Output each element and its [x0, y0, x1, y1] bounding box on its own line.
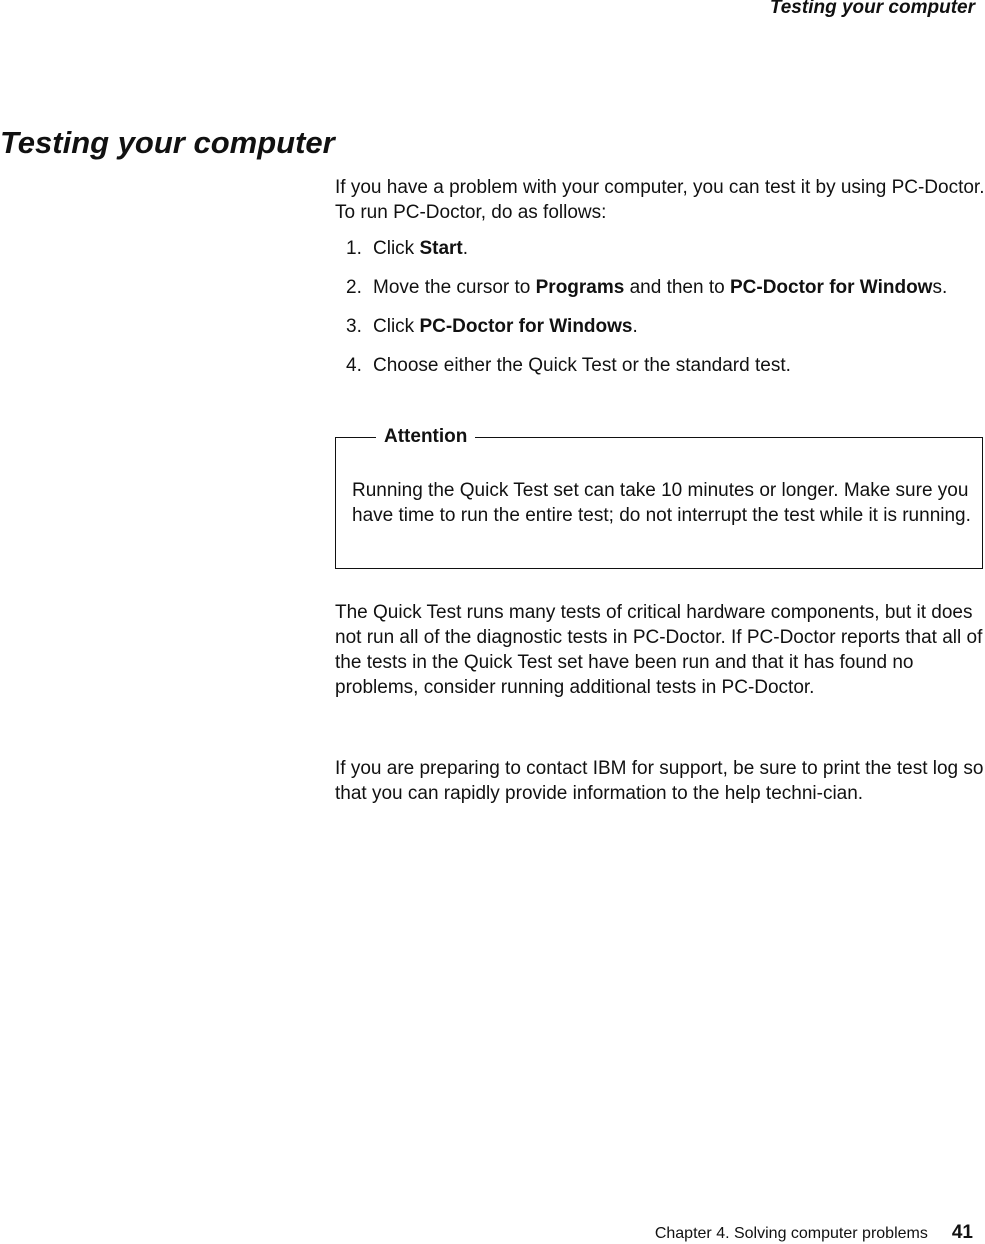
step-text: . [632, 316, 638, 337]
list-item [335, 353, 975, 378]
quick-test-paragraph: The Quick Test runs many tests of critical hardware components, but it does not run all of the diagnostic tests in PC-Doctor. If PC-Doctor reports that all of the tests in the Quick Test set have been run and that it has found no problems, consider running additional tests in PC-Doctor. [335, 602, 983, 698]
running-head: Testing your computer [769, 0, 975, 18]
step-bold-term: Programs [535, 277, 625, 298]
intro-paragraph: If you have a problem with your computer, you can test it by using PC-Doctor. To run PC-Doctor, do as follows: [335, 177, 985, 223]
support-paragraph: If you are preparing to contact IBM for support, be sure to print the test log so that you can rapidly provide information to the help techni-cian. [335, 758, 984, 804]
step-bold-term: PC-Doctor for Windows [419, 316, 633, 337]
list-item [335, 314, 975, 339]
page-footer [655, 1222, 973, 1244]
page-number: 41 [951, 1222, 973, 1243]
step-text: . [462, 238, 469, 259]
step-number: 2. [346, 277, 362, 298]
attention-label: Attention [376, 426, 475, 448]
step-text: Move the cursor to [373, 277, 536, 298]
attention-box [335, 426, 983, 569]
step-text: Click [373, 238, 420, 259]
step-text: s. [932, 277, 948, 298]
step-bold-term: PC-Doctor for Window [729, 277, 933, 298]
step-text: and then to [624, 277, 730, 298]
steps-list [335, 236, 975, 392]
step-number: 1. [346, 238, 362, 259]
step-bold-term: Start [419, 238, 463, 259]
list-item [335, 275, 975, 300]
step-text: Choose either the Quick Test or the standard test. [373, 355, 791, 376]
section-title: Testing your computer [0, 125, 335, 160]
list-item [335, 236, 975, 261]
step-number: 3. [346, 316, 362, 337]
step-text: Click [373, 316, 420, 337]
attention-text: Running the Quick Test set can take 10 minutes or longer. Make sure you have time to run the entire test; do not interrupt the test while it is running. [352, 480, 971, 526]
step-number: 4. [346, 355, 362, 376]
footer-chapter: Chapter 4. Solving computer problems [654, 1225, 928, 1242]
